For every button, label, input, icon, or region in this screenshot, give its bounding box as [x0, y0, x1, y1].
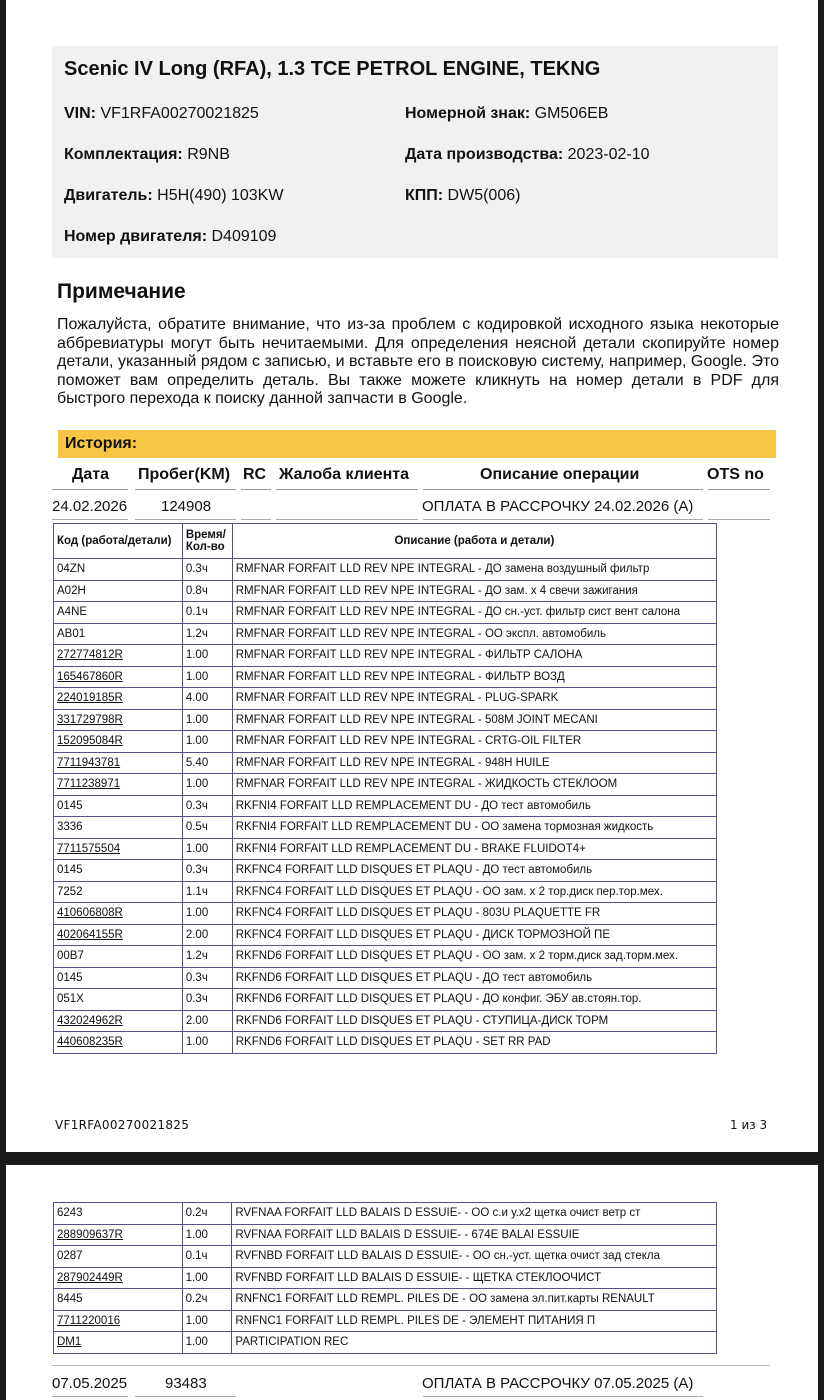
parts-table-row — [54, 666, 717, 688]
part-code: 00B7 — [57, 950, 84, 963]
engine-number-value: D409109 — [211, 228, 277, 245]
footer-vin: VF1RFA00270021825 — [55, 1118, 190, 1132]
part-description: RKFNC4 FORFAIT LLD DISQUES ET PLAQU - ОО зам. х 2 тор.диск пер.тор.мех. — [232, 881, 716, 903]
part-qty: 1.00 — [182, 731, 232, 753]
part-qty: 1.00 — [182, 709, 232, 731]
header-underline — [708, 489, 770, 490]
part-code-link[interactable]: 165467860R — [57, 670, 123, 683]
part-code-link[interactable]: 402064155R — [57, 928, 123, 941]
part-code: 7252 — [57, 885, 83, 898]
part-code: 051X — [57, 993, 84, 1006]
part-code-cell — [54, 924, 183, 946]
part-description: RVFNAA FORFAIT LLD BALAIS D ESSUIE- - ОО с.и у.х2 щетка очист ветр ст — [232, 1203, 717, 1225]
part-code-link[interactable]: 7711575504 — [57, 842, 121, 855]
parts-table-row — [54, 580, 717, 602]
part-description: RKFND6 FORFAIT LLD DISQUES ET PLAQU - SET RR PAD — [232, 1032, 716, 1054]
part-qty: 0.2ч — [182, 1289, 232, 1311]
production-date-label: Дата производства: — [405, 146, 564, 163]
header-underline — [241, 489, 271, 490]
part-code-link[interactable]: 224019185R — [57, 692, 123, 705]
production-date-field — [405, 146, 650, 164]
part-qty: 0.5ч — [182, 817, 232, 839]
part-qty: 1.00 — [182, 1032, 232, 1054]
part-code-cell — [54, 1010, 183, 1032]
engine-number-field — [64, 228, 276, 246]
part-description: RMFNAR FORFAIT LLD REV NPE INTEGRAL - PLUG-SPARK — [232, 688, 716, 710]
row-underline — [423, 519, 703, 520]
history-col-mileage: Пробег(KM) — [138, 466, 231, 483]
part-code: AB01 — [57, 627, 86, 640]
part-code: 04ZN — [57, 563, 86, 576]
part-description: RMFNAR FORFAIT LLD REV NPE INTEGRAL - CRTG-OIL FILTER — [232, 731, 716, 753]
parts-table-row — [54, 1032, 717, 1054]
plate-label: Номерной знак: — [405, 105, 531, 122]
parts-table-row — [54, 967, 717, 989]
part-code-cell — [54, 731, 183, 753]
part-code-cell — [54, 559, 183, 581]
part-code-cell — [54, 1246, 183, 1268]
row-underline — [52, 519, 128, 520]
parts-table-row — [54, 1203, 717, 1225]
part-qty: 0.3ч — [182, 860, 232, 882]
part-code: 0287 — [57, 1250, 83, 1263]
part-description: RMFNAR FORFAIT LLD REV NPE INTEGRAL - ДО сн.-уст. фильтр сист вент салона — [232, 602, 716, 624]
engine-label: Двигатель: — [64, 187, 153, 204]
part-description: RNFNC1 FORFAIT LLD REMPL. PILES DE - ОО замена эл.пит.карты RENAULT — [232, 1289, 717, 1311]
parts-table-row — [54, 1267, 717, 1289]
pdf-page-1 — [6, 0, 818, 1152]
parts-table-row — [54, 709, 717, 731]
parts-table-row — [54, 1224, 717, 1246]
part-description: RKFNC4 FORFAIT LLD DISQUES ET PLAQU - 803U PLAQUETTE FR — [232, 903, 716, 925]
history-col-date: Дата — [72, 466, 110, 483]
part-description: RKFNI4 FORFAIT LLD REMPLACEMENT DU - ДО тест автомобиль — [232, 795, 716, 817]
part-description: RKFNI4 FORFAIT LLD REMPLACEMENT DU - BRAKE FLUIDOT4+ — [232, 838, 716, 860]
part-description: RMFNAR FORFAIT LLD REV NPE INTEGRAL - ФИЛЬТР САЛОНА — [232, 645, 716, 667]
part-qty: 1.1ч — [182, 881, 232, 903]
part-code-cell — [54, 795, 183, 817]
part-code-link[interactable]: 288909637R — [57, 1228, 123, 1241]
part-description: PARTICIPATION REC — [232, 1332, 717, 1354]
part-code: 0145 — [57, 971, 83, 984]
parts-table — [53, 523, 717, 1054]
parts-table-continued — [53, 1202, 717, 1354]
parts-table-row — [54, 924, 717, 946]
part-code-cell — [54, 1310, 183, 1332]
part-code-cell — [54, 1267, 183, 1289]
part-description: RMFNAR FORFAIT LLD REV NPE INTEGRAL - 508M JOINT MECANI — [232, 709, 716, 731]
history-col-operation: Описание операции — [480, 466, 640, 483]
part-code-link[interactable]: 331729798R — [57, 713, 123, 726]
production-date-value: 2023-02-10 — [567, 146, 650, 163]
part-description: RMFNAR FORFAIT LLD REV NPE INTEGRAL - 948H HUILE — [232, 752, 716, 774]
part-description: RVFNBD FORFAIT LLD BALAIS D ESSUIE- - ОО сн.-уст. щетка очист зад стекла — [232, 1246, 717, 1268]
trim-label: Комплектация: — [64, 146, 183, 163]
part-code-cell — [54, 602, 183, 624]
gearbox-label: КПП: — [405, 187, 444, 204]
pdf-page-2 — [6, 1165, 818, 1400]
row-underline — [276, 519, 418, 520]
row-underline — [423, 1396, 703, 1397]
parts-table-row — [54, 838, 717, 860]
parts-table-header-row — [54, 524, 717, 559]
parts-table-row — [54, 1010, 717, 1032]
engine-field — [64, 187, 283, 205]
vin-value: VF1RFA00270021825 — [100, 105, 259, 122]
plate-value: GM506EB — [534, 105, 609, 122]
parts-table-row — [54, 645, 717, 667]
parts-col-qty-line1: Время/ — [185, 529, 226, 541]
parts-table-row — [54, 752, 717, 774]
history-entry-operation: ОПЛАТА В РАССРОЧКУ 07.05.2025 (А) — [422, 1375, 694, 1392]
part-code-link[interactable]: 7711238971 — [57, 778, 121, 791]
part-code: A4NE — [57, 606, 88, 619]
part-qty: 0.1ч — [182, 602, 232, 624]
part-description: RVFNBD FORFAIT LLD BALAIS D ESSUIE- - ЩЕТКА СТЕКЛООЧИСТ — [232, 1267, 717, 1289]
part-code-cell — [54, 903, 183, 925]
header-underline — [52, 489, 128, 490]
part-code-cell — [54, 838, 183, 860]
engine-value: H5H(490) 103KW — [157, 187, 284, 204]
part-code-link[interactable]: 272774812R — [57, 649, 123, 662]
parts-col-qty — [182, 524, 232, 559]
parts-table-row — [54, 1332, 717, 1354]
history-col-complaint: Жалоба клиента — [279, 466, 410, 483]
history-separator — [52, 1365, 770, 1366]
part-qty: 1.00 — [182, 645, 232, 667]
part-description: RNFNC1 FORFAIT LLD REMPL. PILES DE - ЭЛЕМЕНТ ПИТАНИЯ П — [232, 1310, 717, 1332]
part-description: RVFNAA FORFAIT LLD BALAIS D ESSUIE- - 674E BALAI ESSUIE — [232, 1224, 717, 1246]
part-code-cell — [54, 817, 183, 839]
header-underline — [135, 489, 236, 490]
parts-table-row — [54, 1289, 717, 1311]
parts-table-row — [54, 602, 717, 624]
history-col-rc: RC — [243, 466, 267, 483]
part-description: RMFNAR FORFAIT LLD REV NPE INTEGRAL - ДО замена воздушный фильтр — [232, 559, 716, 581]
row-underline — [52, 1396, 128, 1397]
part-code-cell — [54, 645, 183, 667]
part-qty: 2.00 — [182, 1010, 232, 1032]
part-qty: 1.00 — [182, 903, 232, 925]
history-header-bar — [58, 430, 776, 458]
part-code: 8445 — [57, 1293, 83, 1306]
part-qty: 1.00 — [182, 666, 232, 688]
history-title: История: — [65, 435, 138, 452]
part-code-cell — [54, 666, 183, 688]
parts-table-row — [54, 989, 717, 1011]
part-description: RKFNI4 FORFAIT LLD REMPLACEMENT DU - ОО замена тормозная жидкость — [232, 817, 716, 839]
part-qty: 1.00 — [182, 1332, 232, 1354]
history-col-ots: OTS no — [707, 466, 764, 483]
trim-value: R9NB — [187, 146, 230, 163]
part-code-link[interactable]: 432024962R — [57, 1014, 123, 1027]
part-qty: 1.00 — [182, 774, 232, 796]
part-code-cell — [54, 989, 183, 1011]
history-entry-mileage: 93483 — [165, 1375, 207, 1392]
gearbox-value: DW5(006) — [447, 187, 521, 204]
part-code-cell — [54, 1224, 183, 1246]
header-underline — [423, 489, 703, 490]
part-code: A02H — [57, 584, 86, 597]
parts-col-qty-line2: Кол-во — [185, 541, 225, 553]
part-code-cell — [54, 967, 183, 989]
history-entry-mileage: 124908 — [161, 498, 212, 515]
parts-table-row — [54, 795, 717, 817]
parts-table-row — [54, 946, 717, 968]
part-code-link[interactable]: 410606808R — [57, 907, 123, 920]
part-code-cell — [54, 860, 183, 882]
part-code: 3336 — [57, 821, 83, 834]
history-entry-date: 24.02.2026 — [52, 498, 128, 515]
plate-field — [405, 105, 608, 123]
part-qty: 0.3ч — [182, 559, 232, 581]
part-qty: 0.8ч — [182, 580, 232, 602]
part-code: 0145 — [57, 799, 83, 812]
note-title: Примечание — [57, 280, 186, 303]
parts-table-row — [54, 774, 717, 796]
part-code-cell — [54, 1332, 183, 1354]
part-qty: 5.40 — [182, 752, 232, 774]
parts-table-row — [54, 623, 717, 645]
vin-field — [64, 105, 259, 123]
part-qty: 1.00 — [182, 1267, 232, 1289]
parts-table-row — [54, 688, 717, 710]
footer-page-number: 1 из 3 — [730, 1118, 768, 1132]
part-code-link[interactable]: DM1 — [57, 1336, 82, 1349]
part-qty: 0.3ч — [182, 795, 232, 817]
part-description: RMFNAR FORFAIT LLD REV NPE INTEGRAL - ФИЛЬТР ВОЗД — [232, 666, 716, 688]
row-underline — [135, 1396, 236, 1397]
part-code-cell — [54, 752, 183, 774]
part-code-cell — [54, 580, 183, 602]
part-description: RKFNC4 FORFAIT LLD DISQUES ET PLAQU - ДИСК ТОРМОЗНОЙ ПЕ — [232, 924, 716, 946]
part-qty: 4.00 — [182, 688, 232, 710]
part-qty: 1.2ч — [182, 623, 232, 645]
parts-table-row — [54, 1310, 717, 1332]
part-description: RKFND6 FORFAIT LLD DISQUES ET PLAQU - ОО зам. х 2 торм.диск зад.торм.мех. — [232, 946, 716, 968]
parts-table-row — [54, 860, 717, 882]
part-description: RKFNC4 FORFAIT LLD DISQUES ET PLAQU - ДО тест автомобиль — [232, 860, 716, 882]
part-qty: 2.00 — [182, 924, 232, 946]
vehicle-title: Scenic IV Long (RFA), 1.3 TCE PETROL ENGINE, TEKNG — [64, 58, 601, 80]
parts-table-row — [54, 559, 717, 581]
vehicle-info-box — [52, 46, 778, 258]
parts-col-desc: Описание (работа и детали) — [232, 524, 716, 559]
part-description: RKFND6 FORFAIT LLD DISQUES ET PLAQU - ДО тест автомобиль — [232, 967, 716, 989]
part-description: RMFNAR FORFAIT LLD REV NPE INTEGRAL - ОО экспл. автомобиль — [232, 623, 716, 645]
note-text: Пожалуйста, обратите внимание, что из-за проблем с кодировкой исходного языка некоторые аббревиатуры могут быть нечитаемыми. Для определения неясной детали скопируйте номер детали, указанный рядом с записью, и вставьте его в поисковую систему, например, Google. Это поможет вам определить деталь. Вы также можете кликнуть на номер детали в PDF для быстрого перехода к поиску данной запчасти в Google. — [57, 316, 779, 407]
part-qty: 0.3ч — [182, 967, 232, 989]
parts-table-row — [54, 1246, 717, 1268]
parts-table-row — [54, 731, 717, 753]
part-code-link[interactable]: 152095084R — [57, 735, 123, 748]
history-column-headers — [52, 459, 780, 490]
parts-table-row — [54, 817, 717, 839]
trim-field — [64, 146, 230, 164]
part-code-cell — [54, 1032, 183, 1054]
row-underline — [135, 519, 236, 520]
parts-col-code: Код (работа/детали) — [54, 524, 183, 559]
row-underline — [241, 519, 271, 520]
part-code: 6243 — [57, 1207, 83, 1220]
part-code-link[interactable]: 7711220016 — [57, 1314, 121, 1327]
header-underline — [276, 489, 418, 490]
part-code: 0145 — [57, 864, 83, 877]
row-underline — [708, 519, 770, 520]
gearbox-field — [405, 187, 520, 205]
part-code-cell — [54, 623, 183, 645]
part-qty: 1.2ч — [182, 946, 232, 968]
vin-label: VIN: — [64, 105, 96, 122]
part-qty: 0.3ч — [182, 989, 232, 1011]
part-qty: 1.00 — [182, 1310, 232, 1332]
parts-table-row — [54, 881, 717, 903]
part-code-cell — [54, 881, 183, 903]
part-description: RMFNAR FORFAIT LLD REV NPE INTEGRAL - ЖИДКОСТЬ СТЕКЛООМ — [232, 774, 716, 796]
part-code-cell — [54, 1289, 183, 1311]
part-code-cell — [54, 774, 183, 796]
part-code-link[interactable]: 7711943781 — [57, 756, 121, 769]
part-code-link[interactable]: 440608235R — [57, 1036, 123, 1049]
history-entry-date: 07.05.2025 — [52, 1375, 128, 1392]
part-code-cell — [54, 946, 183, 968]
part-description: RKFND6 FORFAIT LLD DISQUES ET PLAQU - СТУПИЦА-ДИСК ТОРМ — [232, 1010, 716, 1032]
engine-number-label: Номер двигателя: — [64, 228, 208, 245]
part-description: RKFND6 FORFAIT LLD DISQUES ET PLAQU - ДО конфиг. ЭБУ ав.стоян.тор. — [232, 989, 716, 1011]
part-qty: 1.00 — [182, 838, 232, 860]
part-code-link[interactable]: 287902449R — [57, 1271, 123, 1284]
history-entry-operation: ОПЛАТА В РАССРОЧКУ 24.02.2026 (А) — [422, 498, 694, 515]
part-code-cell — [54, 709, 183, 731]
parts-table-row — [54, 903, 717, 925]
part-code-cell — [54, 688, 183, 710]
part-qty: 0.1ч — [182, 1246, 232, 1268]
part-description: RMFNAR FORFAIT LLD REV NPE INTEGRAL - ДО зам. х 4 свечи зажигания — [232, 580, 716, 602]
part-qty: 1.00 — [182, 1224, 232, 1246]
part-qty: 0.2ч — [182, 1203, 232, 1225]
part-code-cell — [54, 1203, 183, 1225]
